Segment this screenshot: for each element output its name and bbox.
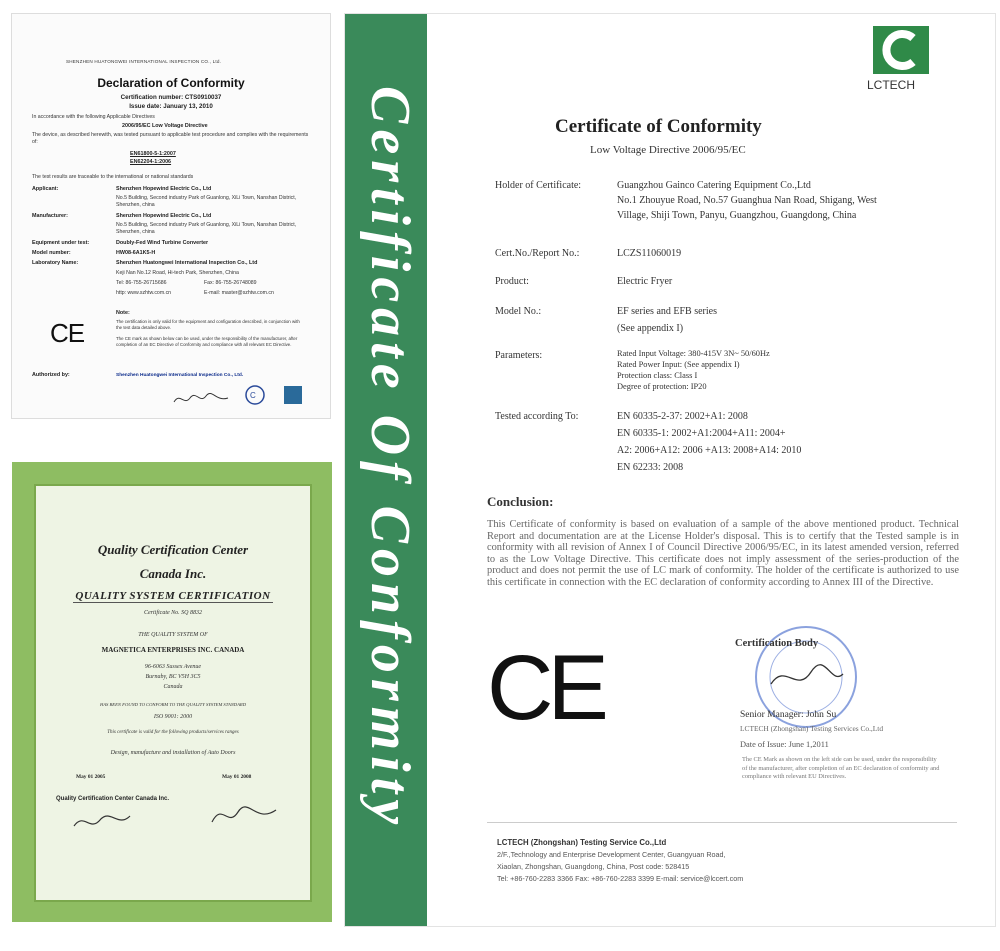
- vertical-title-band: [345, 14, 427, 926]
- certificate-subtitle: Low Voltage Directive 2006/95/EC: [590, 144, 746, 156]
- footer-address-1: 2/F.,Technology and Enterprise Development Center, Guangyuan Road,: [497, 850, 726, 859]
- applicant-label: Applicant:: [32, 186, 59, 192]
- accordance-text: In accordance with the following Applicable Directives: [32, 114, 155, 120]
- holder-address: No.1 Zhouyue Road, No.57 Guanghua Nan Road, Shigang, West Village, Shiji Town, Panyu, Guangzhou, Guangdong, China: [617, 195, 877, 221]
- accreditation-logos-icon: [244, 384, 306, 406]
- ce-mark-note: The CE Mark as shown on the left side can be used, under the responsibility of the manufacturer, after completion of an EC declaration of conformity and compliance with relevant EU Directives.: [742, 756, 940, 781]
- holder-name: Guangzhou Gainco Catering Equipment Co.,Ltd: [617, 180, 811, 191]
- footer-contact: Tel: +86-760-2283 3366 Fax: +86-760-2283 3399 E-mail: service@lccert.com: [497, 874, 744, 883]
- company-address-3: Canada: [163, 684, 183, 690]
- company-address-2: Burnaby, BC V5H 3C5: [145, 674, 201, 680]
- standard-2: EN62204-1:2006: [130, 159, 172, 165]
- cert-number-value: LCZS11060019: [617, 248, 682, 259]
- parameter-protection-class: Protection class: Class I: [617, 371, 698, 380]
- svg-text:C: C: [250, 391, 256, 400]
- model-value: HW08-6A1K5-H: [116, 250, 156, 256]
- certificate-title: Declaration of Conformity: [97, 76, 245, 90]
- signature-right-icon: [206, 798, 286, 832]
- model-label: Model No.:: [495, 306, 542, 317]
- lab-email: E-mail: master@szhtw.com.cn: [204, 290, 274, 296]
- issue-date: Issue date: January 13, 2010: [129, 103, 213, 110]
- scope-text: Design, manufacture and installation of Auto Doors: [110, 750, 236, 756]
- certification-body-label: Certification Body: [735, 638, 819, 649]
- ce-mark-large: CE: [487, 637, 603, 739]
- test-results-text: The test results are traceable to the international or national standards: [32, 174, 194, 180]
- lctech-logo-text: LCTECH: [867, 78, 916, 92]
- standard-4: EN 62233: 2008: [617, 462, 684, 473]
- cert-number-label: Cert.No./Report No.:: [495, 248, 580, 259]
- lab-fax: Fax: 86-755-26748089: [204, 280, 257, 286]
- validity-line: This certificate is valid for the following products/services ranges: [107, 730, 239, 735]
- lab-value: Shenzhen Huatongwei International Inspection Co., Ltd: [116, 260, 258, 266]
- senior-manager: Senior Manager: John Su: [740, 710, 837, 720]
- issuer-header-line: SHENZHEN HUATONGWEI INTERNATIONAL INSPECTION CO., Ltd.: [66, 59, 222, 64]
- standard-3: A2: 2006+A12: 2006 +A13: 2008+A14: 2010: [617, 445, 802, 456]
- footer-address-2: Xiaolan, Zhongshan, Guangdong, China, Post code: 528415: [497, 862, 690, 871]
- parameter-power: Rated Power Input: (See appendix I): [617, 360, 740, 369]
- applicant-value: Shenzhen Hopewind Electric Co., Ltd: [116, 186, 212, 192]
- parameters-label: Parameters:: [495, 350, 543, 361]
- manufacturer-address: No.5 Building, Second industry Park of Guanlong, XiLi Town, Nanshan District, Shenzhen, china: [116, 222, 297, 235]
- applicant-address: No.5 Building, Second industry Park of Guanlong, XiLi Town, Nanshan District, Shenzhen, china: [116, 195, 297, 208]
- device-text: The device, as described herewith, was tested pursuant to applicable test procedure and complies with the requirements of:: [32, 132, 309, 145]
- signature-left-icon: [70, 806, 140, 836]
- conclusion-label: Conclusion:: [487, 494, 554, 509]
- product-value: Electric Fryer: [617, 276, 673, 287]
- model-value: EF series and EFB series: [617, 306, 717, 317]
- signature-icon: [172, 390, 232, 408]
- certificate-title: Certificate of Conformity: [555, 116, 762, 137]
- declaration-of-conformity-certificate: [12, 14, 330, 418]
- certificate-number: Certificate No. SQ 8832: [144, 610, 202, 616]
- note-1: The certification is only valid for the equipment and configuration described, in conjunction with the test data detailed above.: [116, 319, 300, 330]
- equipment-label: Equipment under test:: [32, 240, 90, 246]
- lab-tel: Tel: 86-755-26715686: [116, 280, 167, 286]
- footer-divider: [487, 822, 957, 823]
- quality-system-certificate: [12, 462, 332, 922]
- holder-label: Holder of Certificate:: [495, 180, 582, 191]
- parameter-protection-degree: Degree of protection: IP20: [617, 382, 707, 391]
- conformity-line: HAS BEEN FOUND TO CONFORM TO THE QUALITY SYSTEM STANDARD: [99, 702, 247, 707]
- certificate-title-2: Canada Inc.: [139, 566, 207, 581]
- standard-1: EN61800-5-1:2007: [130, 151, 176, 157]
- authorized-org: Shenzhen Huatongwei International Inspection Co., Ltd.: [116, 373, 244, 378]
- certificate-title-1: Quality Certification Center: [97, 542, 249, 557]
- certificate-inner-panel: [34, 484, 312, 902]
- date-left: May 01 2005: [76, 774, 106, 780]
- quality-system-line: THE QUALITY SYSTEM OF: [138, 632, 208, 638]
- tested-label: Tested according To:: [495, 411, 579, 422]
- certificate-subtitle: QUALITY SYSTEM CERTIFICATION: [73, 590, 273, 603]
- lab-label: Laboratory Name:: [32, 260, 79, 266]
- certificate-of-conformity-lctech: [345, 14, 995, 926]
- certification-number: Certification number: CTS0910037: [120, 94, 222, 101]
- company-address-1: 96-6063 Sussex Avenue: [144, 664, 202, 670]
- standard-2: EN 60335-1: 2002+A1:2004+A11: 2004+: [617, 428, 786, 439]
- lab-web: http: www.szhtw.com.cn: [116, 290, 172, 296]
- manufacturer-label: Manufacturer:: [32, 213, 68, 219]
- lab-address: Keji Nan No.12 Road, Hi-tech Park, Shenzhen, China: [116, 270, 239, 276]
- iso-standard: ISO 9001: 2000: [153, 714, 193, 720]
- standard-1: EN 60335-2-37: 2002+A1: 2008: [617, 411, 748, 422]
- date-of-issue: Date of Issue: June 1,2011: [740, 740, 829, 749]
- note-label: Note:: [116, 310, 130, 316]
- product-label: Product:: [495, 276, 529, 287]
- authorized-label: Authorized by:: [32, 372, 70, 378]
- model-label: Model number:: [32, 250, 71, 256]
- certificate-footer: Quality Certification Center Canada Inc.: [56, 796, 170, 802]
- conclusion-body: This Certificate of conformity is based on evaluation of a sample of the above mentioned product. Technical Report and documentation are at the License Holder's disposal. This is to certify that the Tested sample is in conformity with all revision of Annex I of Council Directive 2006/95/EC, in its latest amended version, referred to as the Low Voltage Directive. This certificate does not imply assessment of the series-production of the product and does not permit the use of LC mark of conformity. The holder of the certificate is authorized to use this certificate in connection with the EC declaration of conformity according to Annex III of the Directive.: [487, 519, 959, 588]
- directive-text: 2006/95/EC Low Voltage Directive: [122, 123, 208, 129]
- footer-company: LCTECH (Zhongshan) Testing Service Co.,Ltd: [497, 838, 667, 847]
- note-2: The CE mark as shown below can be used, under the responsibility of the manufacturer, after completion of an EC Directive of Conformity and compliance with all relevant EC Directive.: [116, 336, 298, 347]
- manufacturer-value: Shenzhen Hopewind Electric Co., Ltd: [116, 213, 212, 219]
- company-name: MAGNETICA ENTERPRISES INC. CANADA: [101, 646, 245, 654]
- senior-manager-org: LCTECH (Zhongshan) Testing Services Co.,Ltd: [740, 724, 884, 733]
- lctech-logo-icon: [873, 26, 929, 74]
- date-right: May 01 2008: [222, 774, 252, 780]
- parameter-voltage: Rated Input Voltage: 380-415V 3N~ 50/60Hz: [617, 349, 770, 358]
- equipment-value: Doubly-Fed Wind Turbine Converter: [116, 240, 209, 246]
- model-note: (See appendix I): [617, 323, 684, 334]
- vertical-title: Certificate Of Conformity: [359, 86, 421, 831]
- ce-mark: CE: [50, 318, 85, 348]
